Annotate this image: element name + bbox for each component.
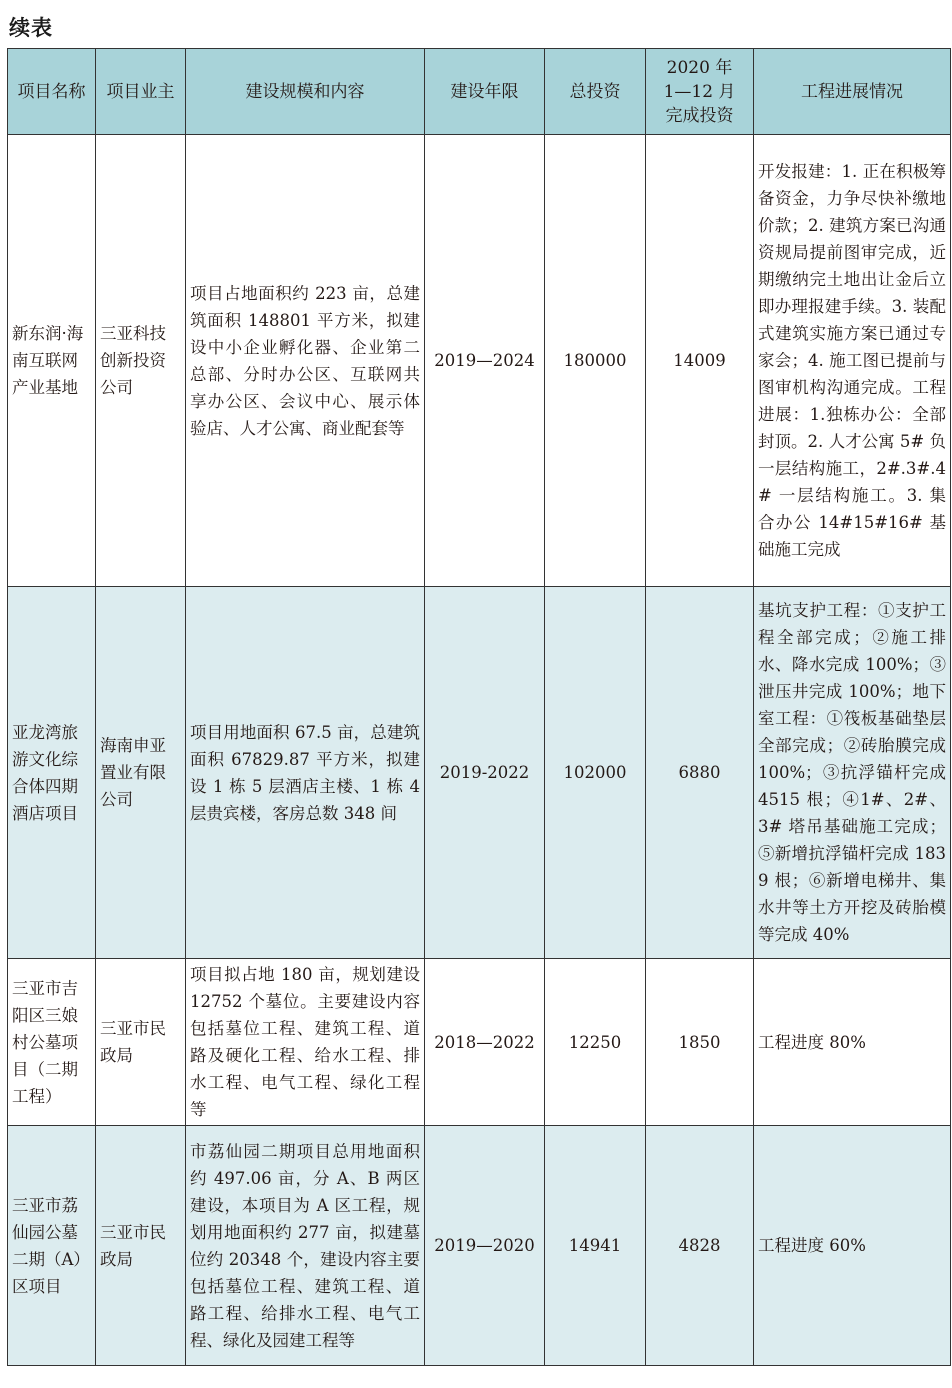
cell-progress: 基坑支护工程：①支护工程全部完成；②施工排水、降水完成 100%；③泄压井完成 100%；地下室工程：①筏板基础垫层全部完成；②砖胎膜完成 100%；③抗浮锚杆完成 4515 根；④1#、2#、3# 塔吊基础施工完成；⑤新增抗浮锚杆完成 1839 根；⑥新增电梯井、集水井等土方开挖及砖胎模等完成 40% bbox=[754, 587, 951, 959]
cell-period: 2019—2024 bbox=[425, 135, 545, 587]
cell-progress: 工程进度 80% bbox=[754, 959, 951, 1126]
cell-investment: 180000 bbox=[545, 135, 646, 587]
cell-owner: 三亚市民政局 bbox=[96, 959, 186, 1126]
cell-owner: 三亚科技创新投资公司 bbox=[96, 135, 186, 587]
cell-name: 亚龙湾旅游文化综合体四期酒店项目 bbox=[8, 587, 96, 959]
project-table bbox=[7, 48, 951, 1366]
col-header-period: 建设年限 bbox=[425, 49, 545, 135]
col-header-ytd-line1: 2020 年 bbox=[666, 57, 733, 78]
cell-period: 2018—2022 bbox=[425, 959, 545, 1126]
cell-investment: 12250 bbox=[545, 959, 646, 1126]
cell-owner: 三亚市民政局 bbox=[96, 1126, 186, 1366]
cell-name: 三亚市吉阳区三娘村公墓项目（二期工程） bbox=[8, 959, 96, 1126]
cell-ytd: 1850 bbox=[646, 959, 754, 1126]
table-row bbox=[8, 959, 951, 1126]
col-header-owner: 项目业主 bbox=[96, 49, 186, 135]
cell-scope: 项目占地面积约 223 亩，总建筑面积 148801 平方米，拟建设中小企业孵化器、企业第二总部、分时办公区、互联网共享办公区、会议中心、展示体验店、人才公寓、商业配套等 bbox=[186, 135, 425, 587]
cell-ytd: 6880 bbox=[646, 587, 754, 959]
cell-ytd: 4828 bbox=[646, 1126, 754, 1366]
col-header-investment: 总投资 bbox=[545, 49, 646, 135]
cell-investment: 14941 bbox=[545, 1126, 646, 1366]
table-row bbox=[8, 135, 951, 587]
col-header-ytd bbox=[646, 49, 754, 135]
cell-name: 新东润·海南互联网产业基地 bbox=[8, 135, 96, 587]
header-row bbox=[8, 49, 951, 135]
table-row bbox=[8, 1126, 951, 1366]
cell-period: 2019-2022 bbox=[425, 587, 545, 959]
cell-scope: 项目拟占地 180 亩，规划建设 12752 个墓位。主要建设内容包括墓位工程、建筑工程、道路及硬化工程、给水工程、排水工程、电气工程、绿化工程等 bbox=[186, 959, 425, 1126]
col-header-ytd-line2: 1—12 月 bbox=[663, 81, 736, 102]
col-header-ytd-line3: 完成投资 bbox=[665, 105, 734, 126]
table-row bbox=[8, 587, 951, 959]
cell-period: 2019—2020 bbox=[425, 1126, 545, 1366]
col-header-progress: 工程进展情况 bbox=[754, 49, 951, 135]
cell-investment: 102000 bbox=[545, 587, 646, 959]
continued-table-heading: 续表 bbox=[9, 16, 53, 40]
cell-scope: 市荔仙园二期项目总用地面积约 497.06 亩，分 A、B 两区建设，本项目为 A 区工程，规划用地面积约 277 亩，拟建墓位约 20348 个，建设内容主要包括墓位工程、建筑工程、道路工程、给排水工程、电气工程、绿化及园建工程等 bbox=[186, 1126, 425, 1366]
cell-progress: 开发报建：1. 正在积极筹备资金，力争尽快补缴地价款；2. 建筑方案已沟通资规局提前图审完成，近期缴纳完土地出让金后立即办理报建手续。3. 装配式建筑实施方案已通过专家会；4. 施工图已提前与图审机构沟通完成。工程进展：1.独栋办公：全部封顶。2. 人才公寓 5# 负一层结构施工，2#.3#.4# 一层结构施工。3. 集合办公 14#15#16# 基础施工完成 bbox=[754, 135, 951, 587]
col-header-name: 项目名称 bbox=[8, 49, 96, 135]
cell-name: 三亚市荔仙园公墓二期（A）区项目 bbox=[8, 1126, 96, 1366]
cell-owner: 海南申亚置业有限公司 bbox=[96, 587, 186, 959]
col-header-scope: 建设规模和内容 bbox=[186, 49, 425, 135]
cell-ytd: 14009 bbox=[646, 135, 754, 587]
cell-scope: 项目用地面积 67.5 亩，总建筑面积 67829.87 平方米，拟建设 1 栋 5 层酒店主楼、1 栋 4 层贵宾楼，客房总数 348 间 bbox=[186, 587, 425, 959]
cell-progress: 工程进度 60% bbox=[754, 1126, 951, 1366]
